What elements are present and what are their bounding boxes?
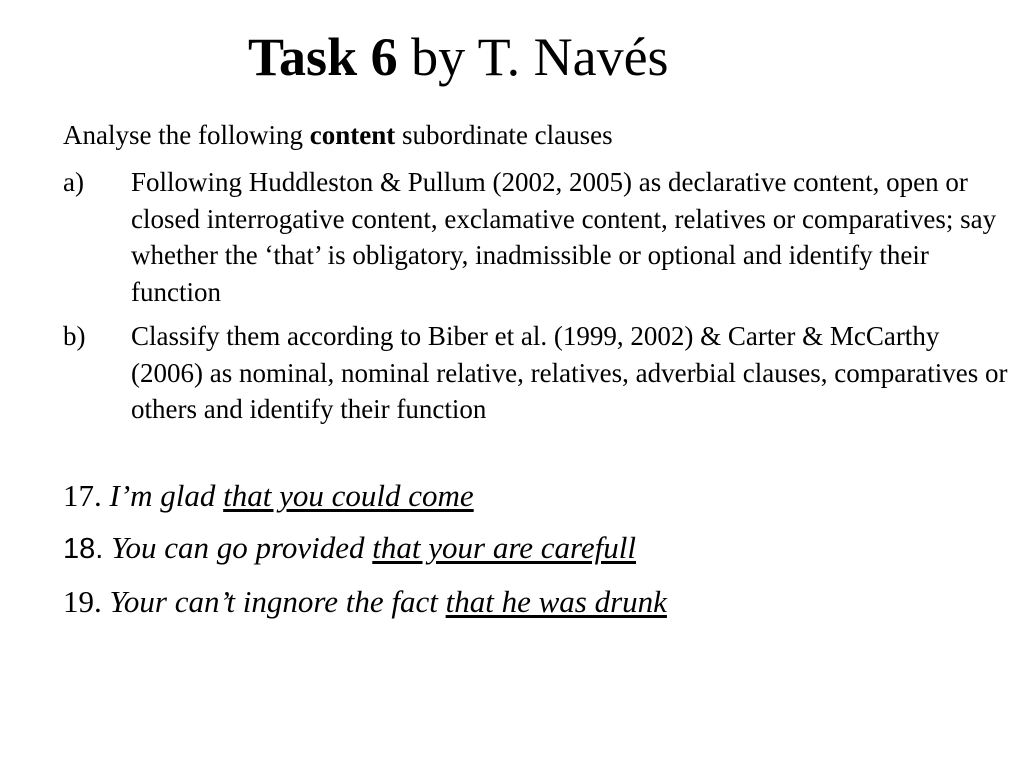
item-text: Classify them according to Biber et al. (1999, 2002) & Carter & McCarthy (2006) as nominal, nominal relative, relatives, adverbial clauses, comparatives or others and identify their function: [131, 321, 1008, 424]
item-text: Following Huddleston & Pullum (2002, 2005) as declarative content, open or closed interrogative content, exclamative content, relatives or comparatives; say whether the ‘that’ is obligatory, inadmissible or optional and identify their function: [131, 167, 997, 307]
example-sentence: I’m glad: [101, 478, 224, 513]
instruction-item-a: [63, 164, 1013, 310]
example-sentence: You can go provided: [103, 530, 373, 565]
example-number: 17.: [63, 478, 102, 513]
example-19: [63, 582, 667, 622]
example-number: 19.: [63, 584, 102, 619]
example-clause: that he was drunk: [445, 584, 667, 619]
example-17: [63, 476, 474, 516]
item-marker: a): [63, 167, 84, 197]
example-sentence: Your can’t ingnore the fact: [101, 584, 446, 619]
intro-bold: content: [309, 120, 396, 150]
slide-title-rest: by T. Navés: [397, 27, 669, 87]
example-18: [63, 528, 636, 569]
example-clause: that your are carefull: [372, 530, 637, 565]
slide-title: [248, 22, 669, 92]
intro-after: subordinate clauses: [395, 120, 613, 150]
example-clause: that you could come: [223, 478, 474, 513]
intro-line: [63, 118, 613, 152]
example-number: 18.: [63, 533, 104, 565]
intro-before: Analyse the following: [63, 120, 310, 150]
instruction-item-b: [63, 318, 1013, 428]
item-marker: b): [63, 321, 86, 351]
slide-title-bold: Task 6: [248, 27, 398, 87]
